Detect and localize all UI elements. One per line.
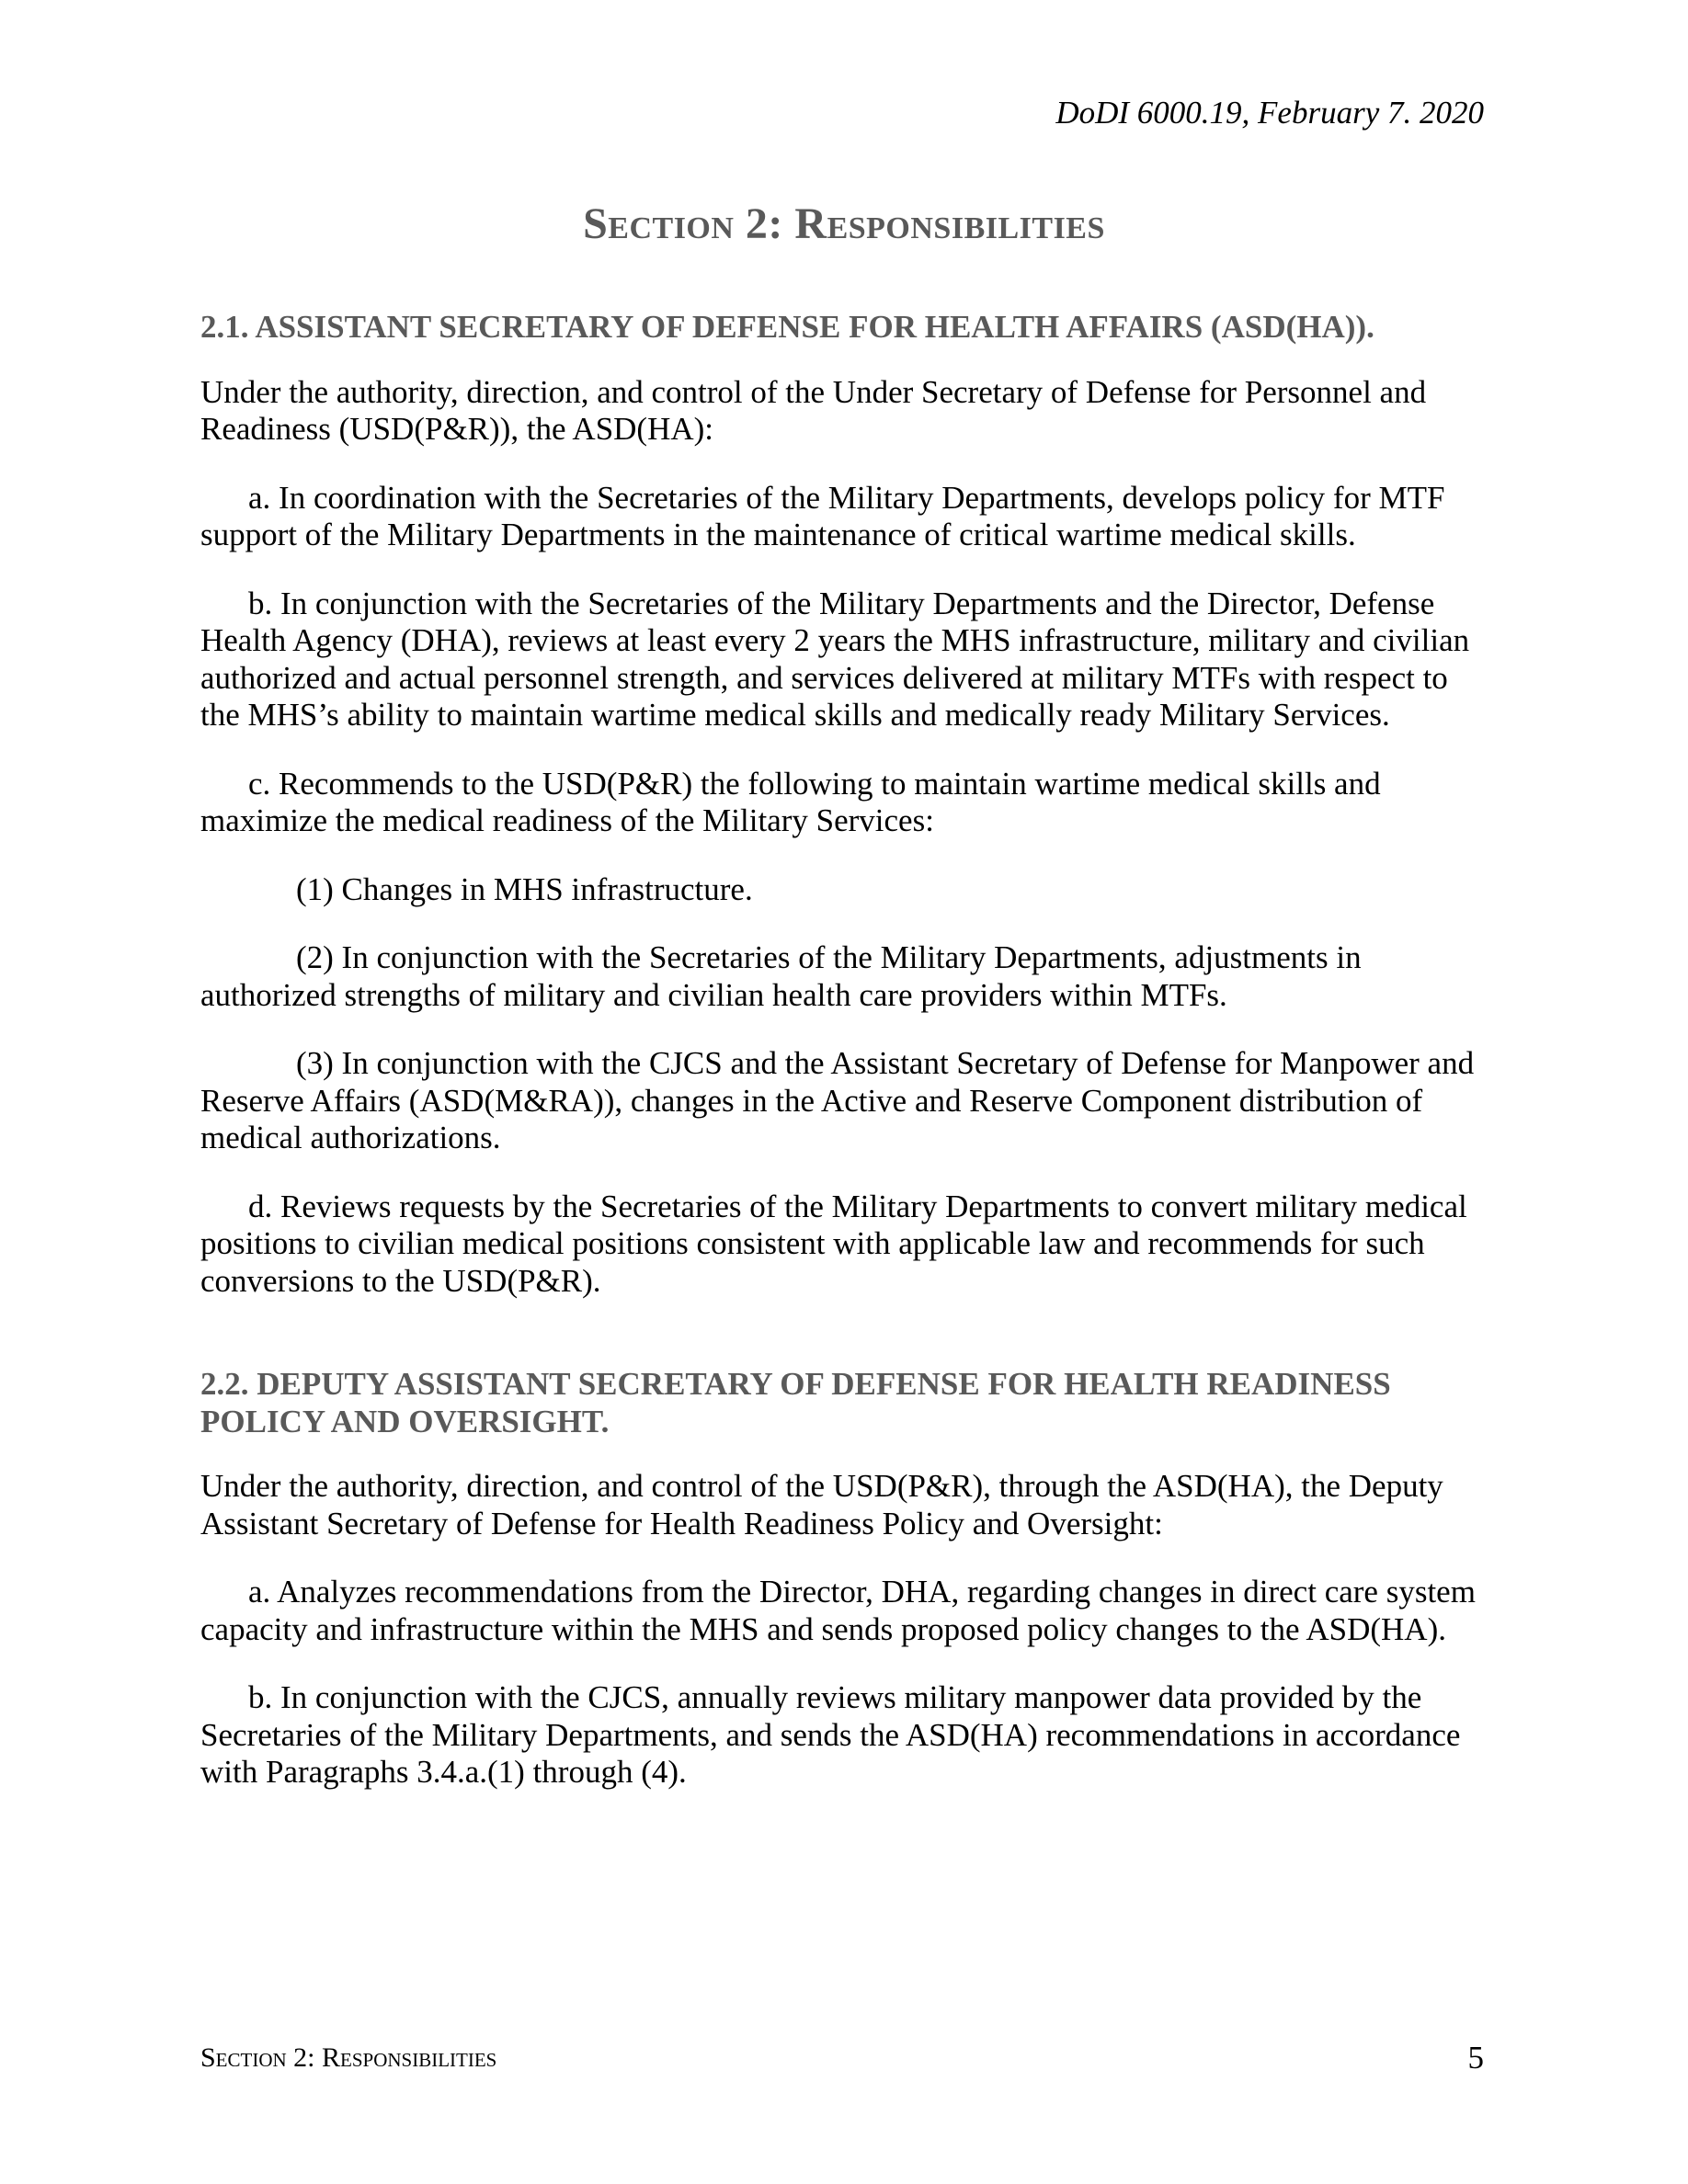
document-reference-header: DoDI 6000.19, February 7. 2020 [1055,95,1484,131]
section-2-1-item-d: d. Reviews requests by the Secretaries of the Military Departments to convert military medical positions to civilian medical positions consistent with applicable law and recommends for such conversions to the USD(P&R). [200,1188,1467,1299]
section-2-1-subitem-3: (3) In conjunction with the CJCS and the Assistant Secretary of Defense for Manpower and Reserve Affairs (ASD(M&RA)), changes in the Active and Reserve Component distribution of medical authorizations. [200,1045,1475,1155]
section-2-1-item-b: b. In conjunction with the Secretaries of the Military Departments and the Director, Defense Health Agency (DHA), reviews at least every 2 years the MHS infrastructure, military and civilian authorized and actual personnel strength, and services delivered at military MTFs with respect to the MHS’s ability to maintain wartime medical skills and medically ready Military Services. [200,585,1470,733]
section-title: Section 2: Responsibilities [583,199,1105,248]
section-2-1-heading: 2.1. ASSISTANT SECRETARY OF DEFENSE FOR HEALTH AFFAIRS (ASD(HA)). [200,309,1374,345]
section-2-1-subitem-1: (1) Changes in MHS infrastructure. [296,870,753,907]
page-body [200,309,1488,1823]
section-2-2-item-a: a. Analyzes recommendations from the Director, DHA, regarding changes in direct care system capacity and infrastructure within the MHS and sends proposed policy changes to the ASD(HA). [200,1574,1476,1647]
page-number: 5 [1467,2040,1484,2076]
section-2-1-subitem-2: (2) In conjunction with the Secretaries of the Military Departments, adjustments in authorized strengths of military and civilian health care providers within MTFs. [200,939,1362,1013]
section-2-1-intro: Under the authority, direction, and control of the Under Secretary of Defense for Personnel and Readiness (USD(P&R)), the ASD(HA): [200,373,1427,447]
section-2-2-intro: Under the authority, direction, and control of the USD(P&R), through the ASD(HA), the Deputy Assistant Secretary of Defense for Health Readiness Policy and Oversight: [200,1468,1443,1541]
section-2-1-item-c: c. Recommends to the USD(P&R) the following to maintain wartime medical skills and maximize the medical readiness of the Military Services: [200,765,1381,838]
section-2-2-item-b: b. In conjunction with the CJCS, annually reviews military manpower data provided by the Secretaries of the Military Departments, and sends the ASD(HA) recommendations in accordance with Paragraphs 3.4.a.(1) through (4). [200,1679,1461,1790]
footer-section-label: Section 2: Responsibilities [200,2042,497,2073]
section-2-1-item-a: a. In coordination with the Secretaries of the Military Departments, develops policy for MTF support of the Military Departments in the maintenance of critical wartime medical skills. [200,479,1445,552]
section-2-2-heading: 2.2. DEPUTY ASSISTANT SECRETARY OF DEFENSE FOR HEALTH READINESS POLICY AND OVERSIGHT. [200,1366,1391,1439]
